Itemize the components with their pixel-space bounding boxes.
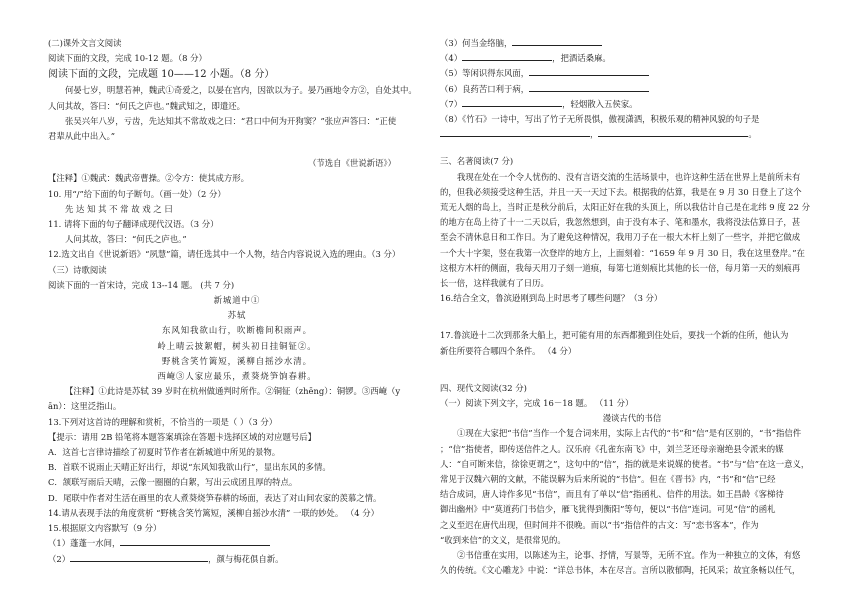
poem-line: 岭上晴云披絮帽，树头初日挂铜钲②。 [157,340,317,351]
poem-line: 西崦③人家应最乐，煮葵烧笋饷春耕。 [157,371,317,382]
right-column [440,36,824,579]
poetry-heading: （三）诗歌阅读 [48,264,107,275]
answer-blank [529,82,649,92]
question-15-item-7: （7） ，轻烟散入五侯家。 [440,98,638,109]
novel-line: 我现在处在一个令人忧伤的、没有言语交流的生活场景中，也许这种生活在世界上是前所未有 [457,171,801,182]
subsection-heading: （一）阅读下列文字，完成 16－18 题。 （11 分） [440,398,634,409]
question-17-line: 17.鲁滨逊十二次到那条大船上，把可能有用的东西都搬到住处后，要找一个新的住所，他认为 [440,330,789,341]
passage-line: 张吴兴年八岁，亏齿，先达知其不常故戏之曰：“君口中何为开狗窦？”张应声答曰：“正使 [65,115,397,126]
question-11-sentence: 人问其故，答曰：“何氏之庐也。” [65,234,187,245]
poem-title: 新城道中① [213,295,261,306]
answer-blank [70,552,208,562]
novel-line: 的，但我必须接受这种生活，并且一天一天过下去。根据我的估算，我是在 9 月 30 日登上了这个 [440,186,802,197]
article-line: ；“信”指使者，即传送信件之人。汉乐府《孔雀东南飞》中，刘兰芝还母亲谢绝县令派来的媒 [440,443,784,454]
question-12: 12.选文出自《世说新语》“夙慧”篇，请任选其中一个人物，结合内容说说入选的理由。（3 分） [48,249,401,260]
article-line: 结合成词，唐人诗作多见“书信”，而且有了单以“信”指函札、信件的用法。如王昌龄《客梯待 [440,489,784,500]
question-15-item-4: （4） ，把酒话桑麻。 [440,53,611,64]
article-title: 漫谈古代的书信 [602,413,662,424]
question-15-item-1: （1）蓬蓬一水间， [48,536,426,551]
answer-blank [440,127,590,137]
article-line: ②书信重在实用，以陈述为主，论事、抒情，写景等，无所不宜。作为一种独立的文体，有悠 [457,550,801,561]
annotation: 【注释】①魏武：魏武帝曹操。②令方：使其成方形。 [48,173,249,184]
answer-blank [598,127,748,137]
article-line: 之义至迟在唐代出现，但时间并不很晚。而以“书”指信件的古文：写“恋书客本”，作为 [440,519,759,530]
answer-blank [462,97,562,107]
novel-line: 一个大十字架，竖在我第一次登岸的地方上，上面刻着：“1659 年 9 月 30 日，我在这里登岸。”在 [440,247,805,258]
section-4-heading: 四、现代文阅读(32 分) [440,382,527,393]
question-17-line: 新住所要符合哪四个条件。 （4 分） [440,345,577,356]
article-line: 御出幽州》中“莫道药门书信少，雁飞犹得到衡阳”等句，便以“书信”连词。可见“信”的函札 [440,504,776,515]
option-d: D．尾联中作者对生活在画里的农人煮葵烧笋春耕的场面，表达了对山间农家的羡慕之情。 [48,492,382,503]
poetry-instruction: 阅读下面的一首宋诗，完成 13--14 题。 (共 7 分) [48,279,235,290]
option-c: C．颔联写雨后天晴，云像一圈圈的白絮，写出云成团且厚的特点。 [48,477,298,488]
passage-source: （节选自《世说新语》） [308,158,396,169]
question-15-item-8: （8）《竹石》一诗中，写出了竹子无所畏惧，傲视潇洒，积极乐观的精神风貌的句子是 [440,114,760,125]
question-15-item-2: （2） ，颜与梅花俱自新。 [48,553,284,564]
question-13-tip: 【提示：请用 2B 铅笔将本题答案填涂在答题卡选择区域的对应题号后】 [48,431,317,442]
passage-line: 人问其故，答曰：“何氏之庐也。”魏武知之，即遣还。 [48,100,245,111]
option-b: B．首联不说雨止天晴正好出行，却说“东风知我欲山行”，显出东风的多情。 [48,462,331,473]
answer-blank [529,66,649,76]
article-line: 人：“自可断来信，徐徐更谓之”，这句中的“信”，指的就是来说媒的使者。“书”与“信”在这一意义， [440,458,810,469]
question-14: 14.请从表现手法的角度赏析 “野桃含笑竹篱短，溪柳自摇沙水清” 一联的妙处。 （4 分） [48,507,379,518]
left-column [48,36,426,567]
poem-line: 东风知我欲山行，吹断檐间积雨声。 [162,325,312,336]
answer-blank [120,536,270,546]
novel-line: 这根方木杆的侧面，我每天用刀子刻一道痕，每第七道刻痕比其他的长一倍，每月第一天的刻痕再 [440,262,801,273]
instruction: 阅读下面的文段，完成 10-12 题。（8 分） [48,53,207,64]
article-line: ①现在大家把“书信”当作一个复合词来用，实际上古代的“书”和“信”是有区别的，“书”指信件 [457,428,802,439]
instruction-large: 阅读下面的文段，完成题 10——12 小题。（8 分） [48,69,275,81]
passage-line: 君辈从此中出入。” [48,131,116,142]
novel-line: 荒无人烟的岛上，当时正是秋分前后，太阳正好在我的头顶上，所以我估计自己是在北纬 9 度 22 分 [440,202,811,213]
poem-note: 【注释】①此诗是苏轼 39 岁时在杭州做通判时所作。②铜钲（zhēng）：铜锣。③西崦（y [65,386,401,397]
question-10-sentence: 先 达 知 其 不 常 故 戏 之 曰 [65,203,173,214]
question-15-item-5: （5）等闲识得东风面， [440,66,824,81]
novel-line: 的地方在岛上待了十一二天以后，我忽然想到，由于没有本子、笔和墨水，我将没法估算日子，甚 [440,217,801,228]
novel-line: 长一倍，这样我就有了日历。 [440,278,549,289]
novel-line: 至会不清休息日和工作日。为了避免这种情况，我用刀子在一根大木杆上刻了一些字，并把它做成 [440,232,801,243]
option-a: A．这首七言律诗描绘了初夏时节作者在新城道中所见的景物。 [48,447,281,458]
article-line: 常见于汉魏六朝的文献，不能误解为后来所说的“书信”。但在《晋书》内，“书”和“信”已经 [440,474,776,485]
article-line: “收到来信”的文义，是很常见的。 [440,534,566,545]
poem-author: 苏轼 [227,310,247,321]
answer-blank [512,36,602,46]
article-line: 久的传统。《文心雕龙》中说：“详总书体，本在尽言。言所以散郁陶，托风采；故宜条畅以任气， [440,565,801,576]
question-15-item-8-blanks: ， 。 [440,127,824,142]
question-15: 15.根据原文内容默写（9 分） [48,523,162,534]
question-11: 11. 请将下面的句子翻译成现代汉语。（3 分） [48,219,219,230]
section-3-heading: 三、名著阅读(7 分) [440,156,514,167]
section-title: (二)课外文言文阅读 [48,38,122,48]
question-10: 10. 用“/”给下面的句子断句。（画一处）（2 分） [48,188,226,199]
poem-line: 野桃含笑竹篱短，溪柳自摇沙水清。 [162,355,312,366]
passage-line: 何晏七岁，明慧若神，魏武①奇爱之，以晏在宫内，因欲以为子。晏乃画地令方②，自处其中。 [65,85,417,96]
answer-blank [462,51,552,61]
question-13: 13.下列对这首诗的理解和赏析，不恰当的一项是（ ）（3 分） [48,416,278,427]
question-16: 16.结合全文，鲁滨逊刚到岛上时思考了哪些问题？（3 分） [440,293,663,304]
question-15-item-3: （3）何当金络脑， [440,36,824,51]
question-15-item-6: （6）良药苦口利于病， [440,82,824,97]
poem-note: ān）：这里泛指山。 [48,401,122,412]
